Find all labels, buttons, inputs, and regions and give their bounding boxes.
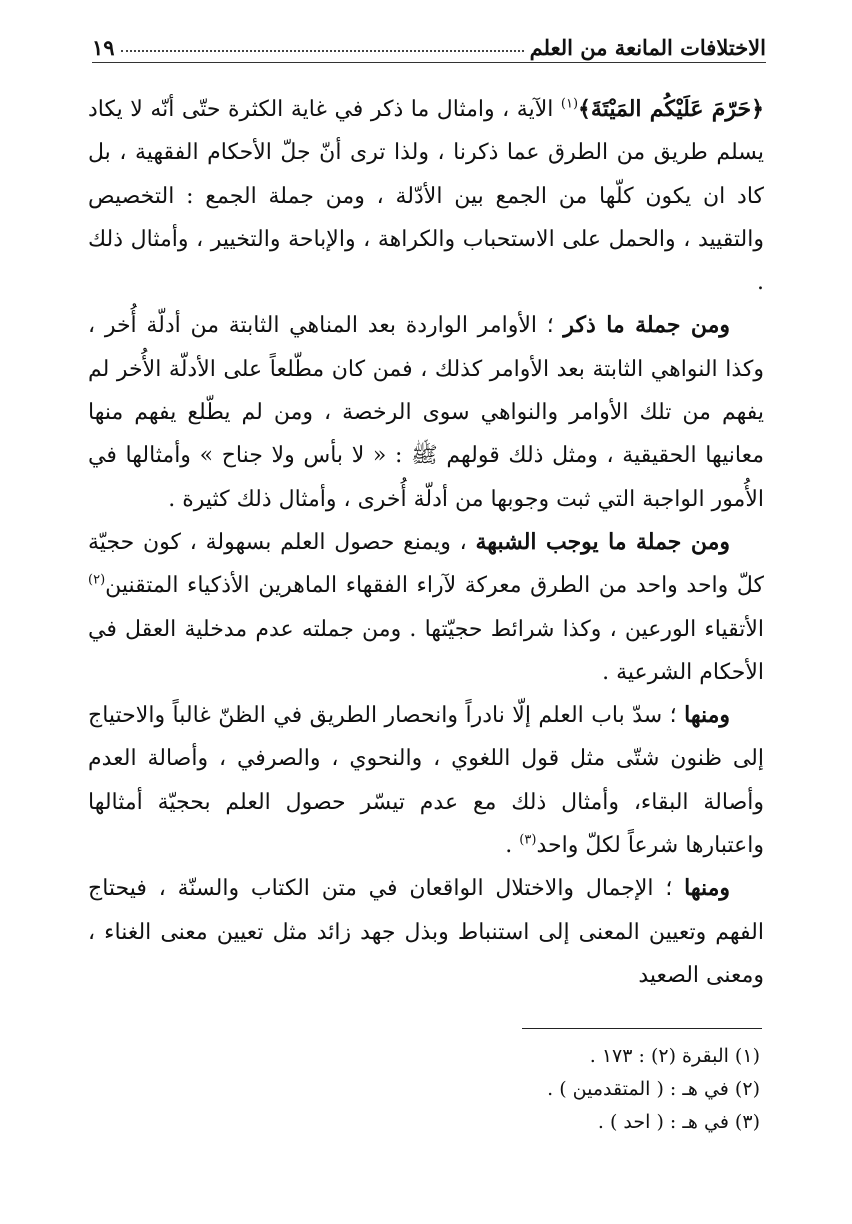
main-text (88, 88, 764, 997)
paragraph-3: ومن جملة ما يوجب الشبهة ، ويمنع حصول العلم بسهولة ، كون حجيّة كلّ واحد واحد من الطرق معركة لآراء الفقهاء الماهرين الأذكياء المتقنين$^{(٢)}$ الأتقياء الورعين ، وكذا شرائط حجيّتها . ومن جملته عدم مدخلية العقل في الأحكام الشرعية . (88, 528, 764, 685)
paragraph-lead: ومن جملة ما ذكر (563, 312, 730, 339)
header-title: الاختلافات المانعة من العلم (529, 35, 766, 60)
running-header (92, 28, 766, 63)
footnote-divider (522, 1028, 762, 1029)
paragraph-lead: ومنها (684, 702, 730, 729)
paragraph-1: ﴿حَرّمَ عَلَيْكُم المَيْتَةَ﴾$^{(١)}$ الآية ، وامثال ما ذكر في غاية الكثرة حتّى أنّه لا يكاد يسلم طريق من الطرق عما ذكرنا ، ولذا ترى أنّ جلّ الأحكام الفقهية ، بل كاد ان يكون كلّها من الجمع بين الأدّلة ، ومن جملة الجمع : التخصيص والتقييد ، والحمل على الاستحباب والكراهة ، والإباحة والتخيير ، وأمثال ذلك . (88, 96, 764, 296)
paragraph-lead: ومنها (684, 875, 730, 902)
footnote-ref-1: (١) (560, 96, 579, 112)
footnote-ref-2: (٢) (88, 572, 106, 588)
header-dot-leader (121, 50, 524, 52)
footnote-1: (١) البقرة (٢) : ١٧٣ . (589, 1045, 760, 1067)
quranic-quote: ﴿حَرّمَ عَلَيْكُم المَيْتَةَ﴾ (578, 96, 764, 122)
footnotes (340, 1040, 760, 1139)
paragraph-5: ومنها ؛ الإجمال والاختلال الواقعان في متن الكتاب والسنّة ، فيحتاج الفهم وتعيين المعنى إلى استنباط وبذل جهد زائد مثل تعيين معنى الغناء ، ومعنى الصعيد (88, 875, 764, 988)
footnote-ref-3: (٣) (519, 832, 537, 848)
page-number: ١٩ (92, 35, 115, 60)
paragraph-lead: ومن جملة ما يوجب الشبهة (475, 528, 730, 555)
paragraph-4: ومنها ؛ سدّ باب العلم إلّا نادراً وانحصار الطريق في الظنّ غالباً والاحتياج إلى ظنون شتّى مثل قول اللغوي ، والنحوي ، والصرفي ، وأصالة العدم وأصالة البقاء، وأمثال ذلك مع عدم تيسّر حصول العلم بحجيّة أمثالها واعتبارها شرعاً لكلّ واحد$^{(٣)}$ . (88, 702, 764, 859)
footnote-2: (٢) في هـ : ( المتقدمين ) . (547, 1078, 760, 1100)
paragraph-2: ومن جملة ما ذكر ؛ الأوامر الواردة بعد المناهي الثابتة من أدلّة أُخر ، وكذا النواهي الثابتة بعد الأوامر كذلك ، فمن كان مطّلعاً على الأدلّة الأُخر لم يفهم من تلك الأوامر والنواهي سوى الرخصة ، ومن لم يطّلع يفهم منها معانيها الحقيقية ، ومثل ذلك قولهم ﷺ : « لا بأس ولا جناح » وأمثالها في الأُمور الواجبة التي ثبت وجوبها من أدلّة أُخرى ، وأمثال ذلك كثيرة . (88, 312, 764, 512)
footnote-3: (٣) في هـ : ( احد ) . (597, 1111, 760, 1133)
